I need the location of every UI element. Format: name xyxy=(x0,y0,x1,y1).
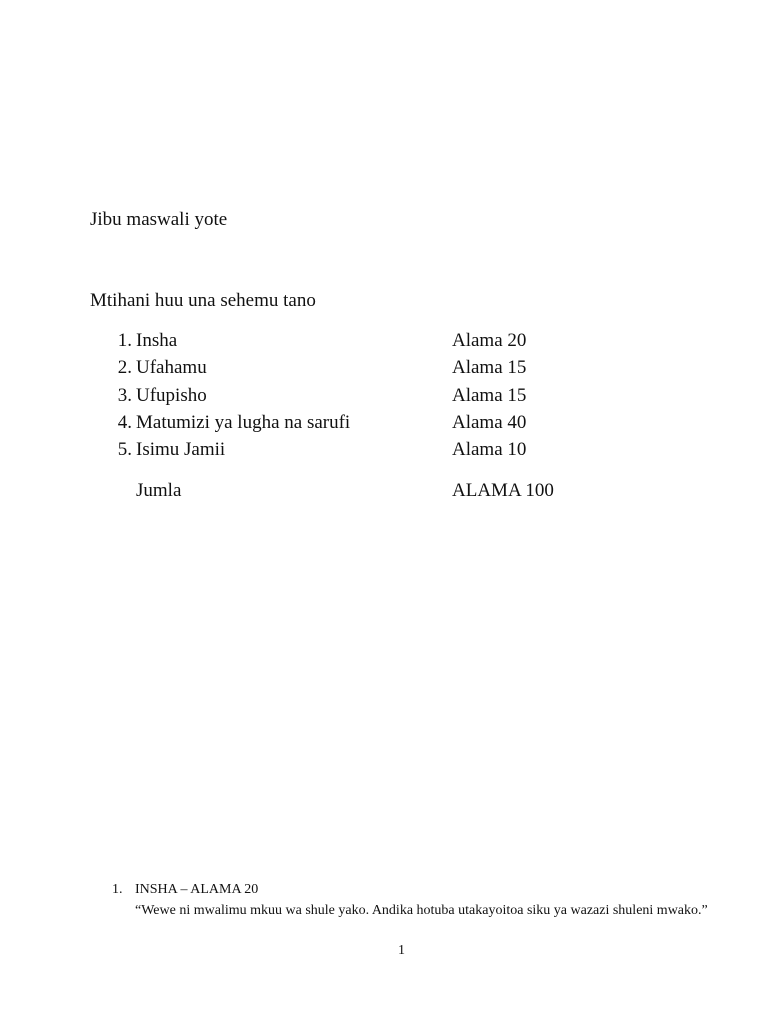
section-marks: Alama 20 xyxy=(452,330,527,351)
section-name: Insha xyxy=(136,330,178,351)
section-row-ufahamu xyxy=(0,354,768,381)
section-name: Matumizi ya lugha na sarufi xyxy=(136,411,351,433)
question-prompt: “Wewe ni mwalimu mkuu wa shule yako. Andika hotuba utakayoitoa siku ya wazazi shuleni mwako.” xyxy=(135,902,708,918)
section-number: 5. xyxy=(117,439,132,461)
section-marks: Alama 15 xyxy=(452,384,527,406)
section-marks: Alama 40 xyxy=(452,411,527,433)
total-label: Jumla xyxy=(136,480,182,501)
section-marks: Alama 10 xyxy=(452,439,527,461)
page-number: 1 xyxy=(398,943,405,958)
section-number: 4. xyxy=(117,411,132,433)
total-row xyxy=(0,477,768,504)
section-row-ufupisho xyxy=(0,382,768,409)
section-row-matumizi xyxy=(0,409,768,436)
total-value: ALAMA 100 xyxy=(452,480,554,501)
section-row-insha xyxy=(0,327,768,354)
section-number: 1. xyxy=(117,330,132,351)
section-number: 3. xyxy=(117,384,132,406)
section-row-isimu-jamii xyxy=(0,436,768,463)
question-title: INSHA – ALAMA 20 xyxy=(135,882,259,897)
instruction-text: Jibu maswali yote xyxy=(90,209,228,230)
section-name: Ufahamu xyxy=(136,357,207,379)
section-number: 2. xyxy=(117,357,132,379)
intro-text: Mtihani huu una sehemu tano xyxy=(90,290,316,311)
section-name: Ufupisho xyxy=(136,384,207,406)
sections-list xyxy=(0,327,768,463)
question-number: 1. xyxy=(112,882,123,897)
section-marks: Alama 15 xyxy=(452,357,527,379)
section-name: Isimu Jamii xyxy=(136,439,226,461)
